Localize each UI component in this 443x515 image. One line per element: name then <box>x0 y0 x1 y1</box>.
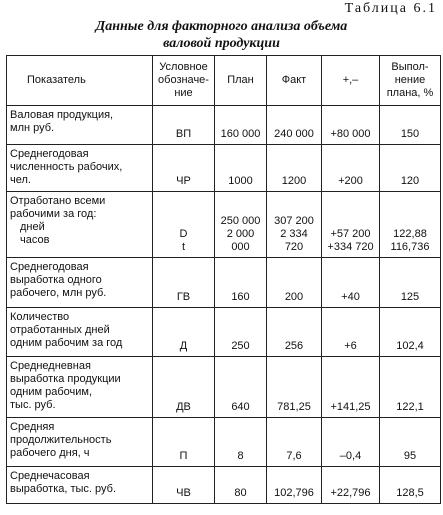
fact-cell: 781,25 <box>267 357 322 418</box>
percent-cell: 102,4 <box>380 308 441 357</box>
percent-line: 122,88 <box>393 228 427 240</box>
percent-cell: 95 <box>380 418 441 467</box>
plan-cell: 160 000 <box>215 106 267 145</box>
indicator-cell <box>7 357 153 418</box>
plan-cell: 250 <box>215 308 267 357</box>
indicator-line: одним рабочим, <box>10 386 93 398</box>
percent-cell: 120 <box>380 145 441 192</box>
fact-cell: 256 <box>267 308 322 357</box>
indicator-cell <box>7 258 153 308</box>
diff-cell: +40 <box>322 258 380 308</box>
table-row <box>7 467 441 504</box>
plan-cell: 160 <box>215 258 267 308</box>
fact-cell: 1200 <box>267 145 322 192</box>
symbol-cell <box>153 192 215 258</box>
header-indicator: Показатель <box>7 56 153 106</box>
indicator-cell <box>7 192 153 258</box>
plan-cell: 1000 <box>215 145 267 192</box>
indicator-line: продолжительность <box>10 434 112 446</box>
fact-cell <box>267 192 322 258</box>
percent-cell: 150 <box>380 106 441 145</box>
table-row <box>7 192 441 258</box>
indicator-line: одним рабочим за год <box>10 337 123 349</box>
symbol-cell: Д <box>153 308 215 357</box>
plan-line: 250 000 <box>220 215 261 227</box>
percent-cell: 128,5 <box>380 467 441 504</box>
table-row <box>7 106 441 145</box>
symbol-cell: ГВ <box>153 258 215 308</box>
diff-cell: +200 <box>322 145 380 192</box>
indicator-line: выработка, тыс. руб. <box>10 483 117 495</box>
indicator-line: выработка продукции <box>10 373 121 385</box>
symbol-cell: ЧР <box>153 145 215 192</box>
header-row <box>7 56 441 106</box>
indicator-line: Среднегодовая <box>10 148 89 160</box>
plan-line: 2 000 000 <box>226 228 255 253</box>
indicator-cell <box>7 106 153 145</box>
indicator-cell <box>7 467 153 504</box>
indicator-line: рабочего, млн руб. <box>10 287 107 299</box>
table-title-line-1: Данные для факторного анализа объема <box>95 19 348 34</box>
plan-cell: 8 <box>215 418 267 467</box>
plan-cell: 80 <box>215 467 267 504</box>
indicator-line: выработка одного <box>10 274 102 286</box>
percent-cell <box>380 192 441 258</box>
header-plan: План <box>215 56 267 106</box>
indicator-line: численность рабочих, <box>10 161 123 173</box>
indicator-line: рабочими за год: <box>10 208 97 220</box>
indicator-line: Отработано всеми <box>10 195 106 207</box>
plan-cell: 640 <box>215 357 267 418</box>
fact-line: 307 200 <box>274 215 314 227</box>
symbol-cell: П <box>153 418 215 467</box>
fact-cell: 7,6 <box>267 418 322 467</box>
indicator-line: Количество <box>10 311 70 323</box>
diff-cell: +22,796 <box>322 467 380 504</box>
indicator-cell <box>7 418 153 467</box>
symbol-line: t <box>181 241 186 253</box>
symbol-cell: ВП <box>153 106 215 145</box>
indicator-cell <box>7 145 153 192</box>
header-symbol <box>153 56 215 106</box>
diff-cell: –0,4 <box>322 418 380 467</box>
percent-cell: 122,1 <box>380 357 441 418</box>
table-title-line-2: валовой продукции <box>163 36 280 51</box>
indicator-line: отработанных дней <box>10 324 110 336</box>
diff-cell <box>322 192 380 258</box>
header-symbol-line: ние <box>174 87 193 99</box>
header-fact: Факт <box>267 56 322 106</box>
header-symbol-line: обозначе- <box>158 74 209 86</box>
table-row <box>7 258 441 308</box>
diff-cell: +141,25 <box>322 357 380 418</box>
table-row <box>7 145 441 192</box>
plan-cell <box>215 192 267 258</box>
indicator-line: рабочего дня, ч <box>10 447 90 459</box>
table-row <box>7 418 441 467</box>
indicator-line: чел. <box>10 174 31 186</box>
fact-cell: 102,796 <box>267 467 322 504</box>
symbol-line: D <box>179 228 188 240</box>
table-row <box>7 308 441 357</box>
factor-analysis-table <box>6 55 441 504</box>
symbol-cell: ДВ <box>153 357 215 418</box>
indicator-line: Валовая продукция, <box>10 109 114 121</box>
fact-line: 2 334 720 <box>280 228 308 253</box>
indicator-line: дней <box>20 221 45 233</box>
indicator-line: Средняя <box>10 421 55 433</box>
diff-cell: +6 <box>322 308 380 357</box>
indicator-cell <box>7 308 153 357</box>
header-symbol-line: Условное <box>159 61 208 73</box>
header-plan-execution <box>380 56 441 106</box>
symbol-cell: ЧВ <box>153 467 215 504</box>
table-number-label: Таблица 6.1 <box>344 1 437 16</box>
indicator-line: часов <box>20 234 50 246</box>
percent-cell: 125 <box>380 258 441 308</box>
indicator-line: Среднедневная <box>10 360 91 372</box>
diff-line: +57 200 <box>330 228 371 240</box>
header-exec-line: Выпол- <box>391 61 429 73</box>
diff-line: +334 720 <box>327 241 374 253</box>
diff-cell: +80 000 <box>322 106 380 145</box>
percent-line: 116,736 <box>390 241 430 253</box>
indicator-line: тыс. руб. <box>10 399 56 411</box>
fact-cell: 200 <box>267 258 322 308</box>
indicator-line: млн руб. <box>10 122 55 134</box>
header-diff: +,– <box>322 56 380 106</box>
indicator-line: Среднегодовая <box>10 261 89 273</box>
table-row <box>7 357 441 418</box>
header-exec-line: нение <box>394 74 426 86</box>
header-exec-line: плана, % <box>386 87 434 99</box>
fact-cell: 240 000 <box>267 106 322 145</box>
indicator-line: Среднечасовая <box>10 470 90 482</box>
